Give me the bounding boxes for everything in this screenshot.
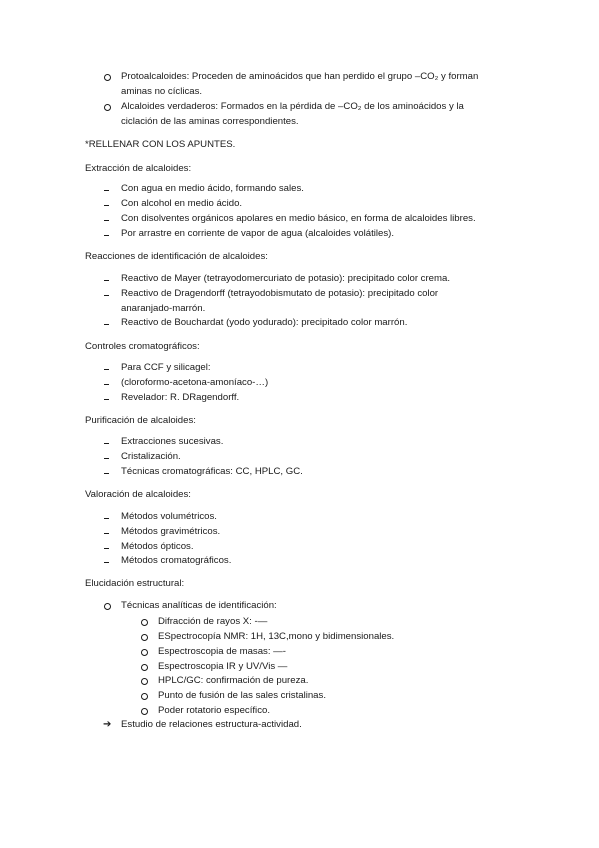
circle-bullet-icon [141, 675, 153, 689]
dash-bullet-icon [104, 213, 116, 225]
arrow-right-icon: ➔ [103, 719, 112, 730]
elucidation-sub-item: Espectroscopia de masas: —- [158, 646, 286, 657]
dash-bullet-icon [104, 183, 116, 195]
circle-bullet-icon [141, 705, 153, 719]
list-item: Reactivo de Dragendorff (tetrayodobismutato de potasio): precipitado color [121, 288, 439, 299]
list-item: Métodos gravimétricos. [121, 526, 221, 537]
circle-bullet-icon [104, 101, 116, 115]
section-title-extraccion: Extracción de alcaloides: [85, 163, 192, 174]
dash-bullet-icon [104, 436, 116, 448]
list-item: (cloroformo-acetona-amoníaco-…) [121, 377, 269, 388]
list-item: Revelador: R. DRagendorff. [121, 392, 240, 403]
dash-bullet-icon [104, 288, 116, 300]
dash-bullet-icon [104, 377, 116, 389]
list-item: Para CCF y silicagel: [121, 362, 211, 373]
list-item: Métodos ópticos. [121, 541, 194, 552]
circle-bullet-icon [141, 631, 153, 645]
list-item: Reactivo de Bouchardat (yodo yodurado): precipitado color marrón. [121, 317, 408, 328]
list-item: Con disolventes orgánicos apolares en medio básico, en forma de alcaloides libres. [121, 213, 476, 224]
dash-bullet-icon [104, 317, 116, 329]
list-item: Cristalización. [121, 451, 181, 462]
dash-bullet-icon [104, 228, 116, 240]
dash-bullet-icon [104, 511, 116, 523]
section-title-elucidacion: Elucidación estructural: [85, 578, 185, 589]
section-title-controles: Controles cromatográficos: [85, 341, 200, 352]
section-title-reacciones: Reacciones de identificación de alcaloides: [85, 251, 268, 262]
dash-bullet-icon [104, 392, 116, 404]
list-item: Extracciones sucesivas. [121, 436, 224, 447]
circle-bullet-icon [141, 661, 153, 675]
list-item: Técnicas cromatográficas: CC, HPLC, GC. [121, 466, 303, 477]
list-item: Con alcohol en medio ácido. [121, 198, 243, 209]
elucidation-sub-item: Espectroscopia IR y UV/Vis — [158, 661, 288, 672]
list-item: Reactivo de Mayer (tetrayodomercuriato de potasio): precipitado color crema. [121, 273, 451, 284]
list-item: Por arrastre en corriente de vapor de agua (alcaloides volátiles). [121, 228, 395, 239]
circle-bullet-icon [141, 690, 153, 704]
list-item: Métodos volumétricos. [121, 511, 217, 522]
list-item-continuation: anaranjado-marrón. [121, 303, 206, 314]
list-item: Métodos cromatográficos. [121, 555, 232, 566]
intro-item-2-line-1: Alcaloides verdaderos: Formados en la pérdida de –CO₂ de los aminoácidos y la [121, 101, 464, 112]
section-title-purificacion: Purificación de alcaloides: [85, 415, 196, 426]
elucidation-sub-item: Punto de fusión de las sales cristalinas. [158, 690, 326, 701]
intro-item-2-line-2: ciclación de las aminas correspondientes. [121, 116, 299, 127]
elucidation-sub-item: Difracción de rayos X: -— [158, 616, 268, 627]
dash-bullet-icon [104, 198, 116, 210]
arrow-item: Estudio de relaciones estructura-actividad. [121, 719, 302, 730]
dash-bullet-icon [104, 451, 116, 463]
list-item: Con agua en medio ácido, formando sales. [121, 183, 304, 194]
dash-bullet-icon [104, 541, 116, 553]
circle-bullet-icon [141, 646, 153, 660]
dash-bullet-icon [104, 273, 116, 285]
dash-bullet-icon [104, 466, 116, 478]
circle-bullet-icon [104, 600, 116, 614]
elucidation-sub-item: ESpectrocopía NMR: 1H, 13C,mono y bidimensionales. [158, 631, 395, 642]
dash-bullet-icon [104, 526, 116, 538]
elucidation-sub-item: HPLC/GC: confirmación de pureza. [158, 675, 309, 686]
dash-bullet-icon [104, 362, 116, 374]
circle-bullet-icon [141, 616, 153, 630]
intro-item-1-line-2: aminas no cíclicas. [121, 86, 203, 97]
elucidation-sub-item: Poder rotatorio específico. [158, 705, 270, 716]
note-text: *RELLENAR CON LOS APUNTES. [85, 139, 236, 150]
section-title-valoracion: Valoración de alcaloides: [85, 489, 191, 500]
elucidation-main-item: Técnicas analíticas de identificación: [121, 600, 277, 611]
dash-bullet-icon [104, 555, 116, 567]
intro-item-1-line-1: Protoalcaloides: Proceden de aminoácidos que han perdido el grupo –CO₂ y forman [121, 71, 479, 82]
circle-bullet-icon [104, 71, 116, 85]
